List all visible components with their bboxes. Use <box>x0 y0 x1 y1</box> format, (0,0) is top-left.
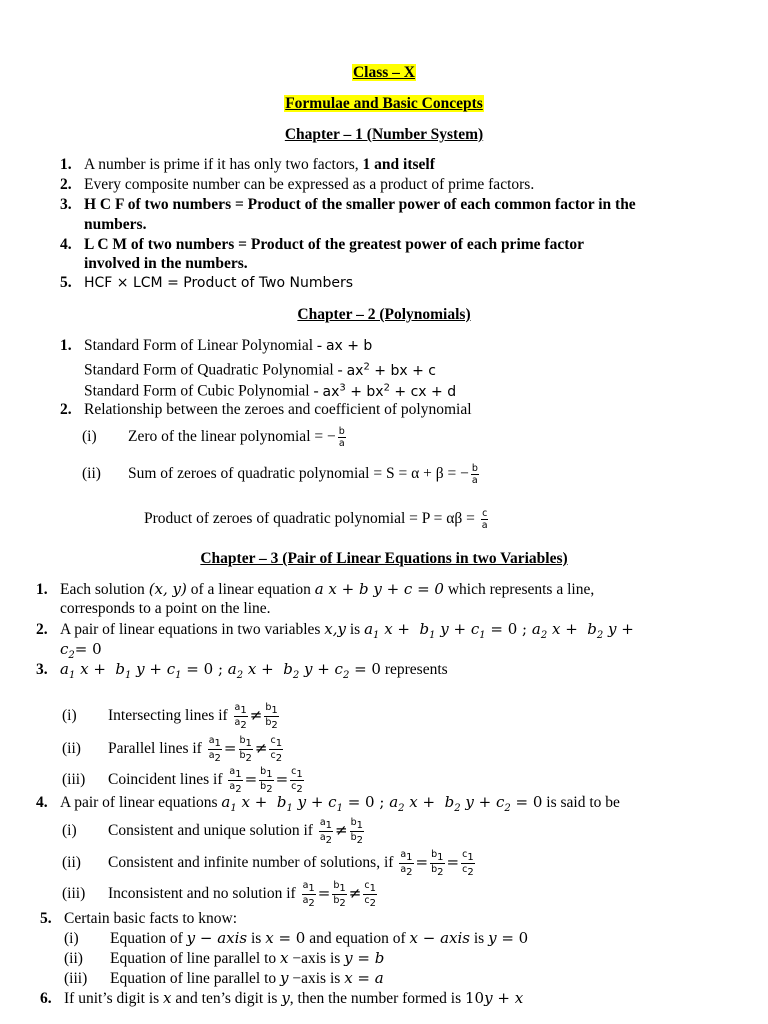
ch1-item-4: 4. L C M of two numbers = Product of the greatest power of each prime factor <box>60 236 584 253</box>
ch3-coincident: (iii) Coincident lines if $\frac{a_1}{a_2}$ = $\frac{b_1}{b_2}$ = $\frac{c_1}{c_2}$ <box>62 766 303 795</box>
ch1-item-2: 2. Every composite number can be expressed as a product of prime factors. <box>60 176 535 193</box>
ch3-item-2: 2. A pair of linear equations in two variables x,y is $a_1$ $x + b_1$ $y + c_1 = 0$ ; $a_2$ $x + b_2$ y + <box>36 620 634 641</box>
ch2-cubic-form: Standard Form of Cubic Polynomial - $ax^3 + bx^2$ + cx + d <box>84 382 457 400</box>
ch3-item-3: 3. $a_1$ $x + b_1$ $y + c_1 = 0$ ; $a_2$ $x + b_2$ $y + c_2 = 0$ represents <box>36 660 448 681</box>
chapter-2-title: Chapter – 2 (Polynomials) <box>297 306 471 323</box>
class-title: Class – X <box>352 64 415 81</box>
ch1-item-5: 5. HCF × LCM = Product of Two Numbers <box>60 274 354 291</box>
ch2-linear-zero: (i) Zero of the linear polynomial = − $\frac{b}{a}$ <box>82 426 345 449</box>
ch2-item-2: 2. Relationship between the zeroes and coefficient of polynomial <box>60 401 472 418</box>
ch3-parallel: (ii) Parallel lines if $\frac{a_1}{a_2}$ = $\frac{b_1}{b_2}$ ≠ $\frac{c_1}{c_2}$ <box>62 735 283 764</box>
ch1-item-3-cont: numbers. <box>84 216 147 233</box>
chapter-3-title: Chapter – 3 (Pair of Linear Equations in two Variables) <box>200 550 568 567</box>
ch3-item-6: 6. If unit’s digit is x and ten’s digit is y, then the number formed is 10y + x <box>40 989 524 1007</box>
ch2-quadratic-form: Standard Form of Quadratic Polynomial - $ax^2$ + bx + c <box>84 361 436 379</box>
doc-subtitle: Formulae and Basic Concepts <box>285 95 483 112</box>
chapter-1-title: Chapter – 1 (Number System) <box>284 126 484 143</box>
ch3-inconsistent: (iii) Inconsistent and no solution if $\frac{a_1}{a_2}$ = $\frac{b_1}{b_2}$ ≠ $\frac{c_1}{c_2}$ <box>62 880 376 909</box>
ch3-item-1-cont: corresponds to a point on the line. <box>60 600 271 617</box>
ch3-fact-parallel-y: (iii) Equation of line parallel to y −axis is x = a <box>64 969 384 987</box>
ch1-item-1: 1. A number is prime if it has only two factors, 1 and itself <box>60 156 435 173</box>
ch3-item-2-cont: $c_2= 0$ <box>60 640 102 661</box>
ch2-item-1: 1. Standard Form of Linear Polynomial - ax + b <box>60 337 373 354</box>
ch3-consistent-infinite: (ii) Consistent and infinite number of solutions, if $\frac{a_1}{a_2}$ = $\frac{b_1}{b_2}$ = $\frac{c_1}{c_2}$ <box>62 849 474 878</box>
ch1-item-4-cont: involved in the numbers. <box>84 255 248 272</box>
ch1-item-3: 3. H C F of two numbers = Product of the smaller power of each common factor in the <box>60 196 636 213</box>
ch3-fact-parallel-x: (ii) Equation of line parallel to x −axis is y = b <box>64 949 385 967</box>
ch3-item-4: 4. A pair of linear equations $a_1$ $x + b_1$ $y + c_1 = 0$ ; $a_2$ $x + b_2$ $y + c_2 = 0$ is said to be <box>36 793 620 814</box>
ch2-product-zeroes: Product of zeroes of quadratic polynomial = P = αβ = $\frac{c}{a}$ <box>144 508 488 531</box>
ch3-fact-axes: (i) Equation of y − axis is x = 0 and equation of x − axis is y = 0 <box>64 929 529 947</box>
ch3-consistent-unique: (i) Consistent and unique solution if $\frac{a_1}{a_2}$ ≠ $\frac{b_1}{b_2}$ <box>62 817 363 846</box>
ch3-intersecting: (i) Intersecting lines if $\frac{a_1}{a_2}$ ≠ $\frac{b_1}{b_2}$ <box>62 702 278 731</box>
ch3-item-1: 1. Each solution (x, y) of a linear equation a x + b y + c = 0 which represents a line, <box>36 580 595 598</box>
ch3-item-5: 5. Certain basic facts to know: <box>40 910 238 927</box>
ch2-sum-zeroes: (ii) Sum of zeroes of quadratic polynomial = S = α + β = − $\frac{b}{a}$ <box>82 463 478 486</box>
